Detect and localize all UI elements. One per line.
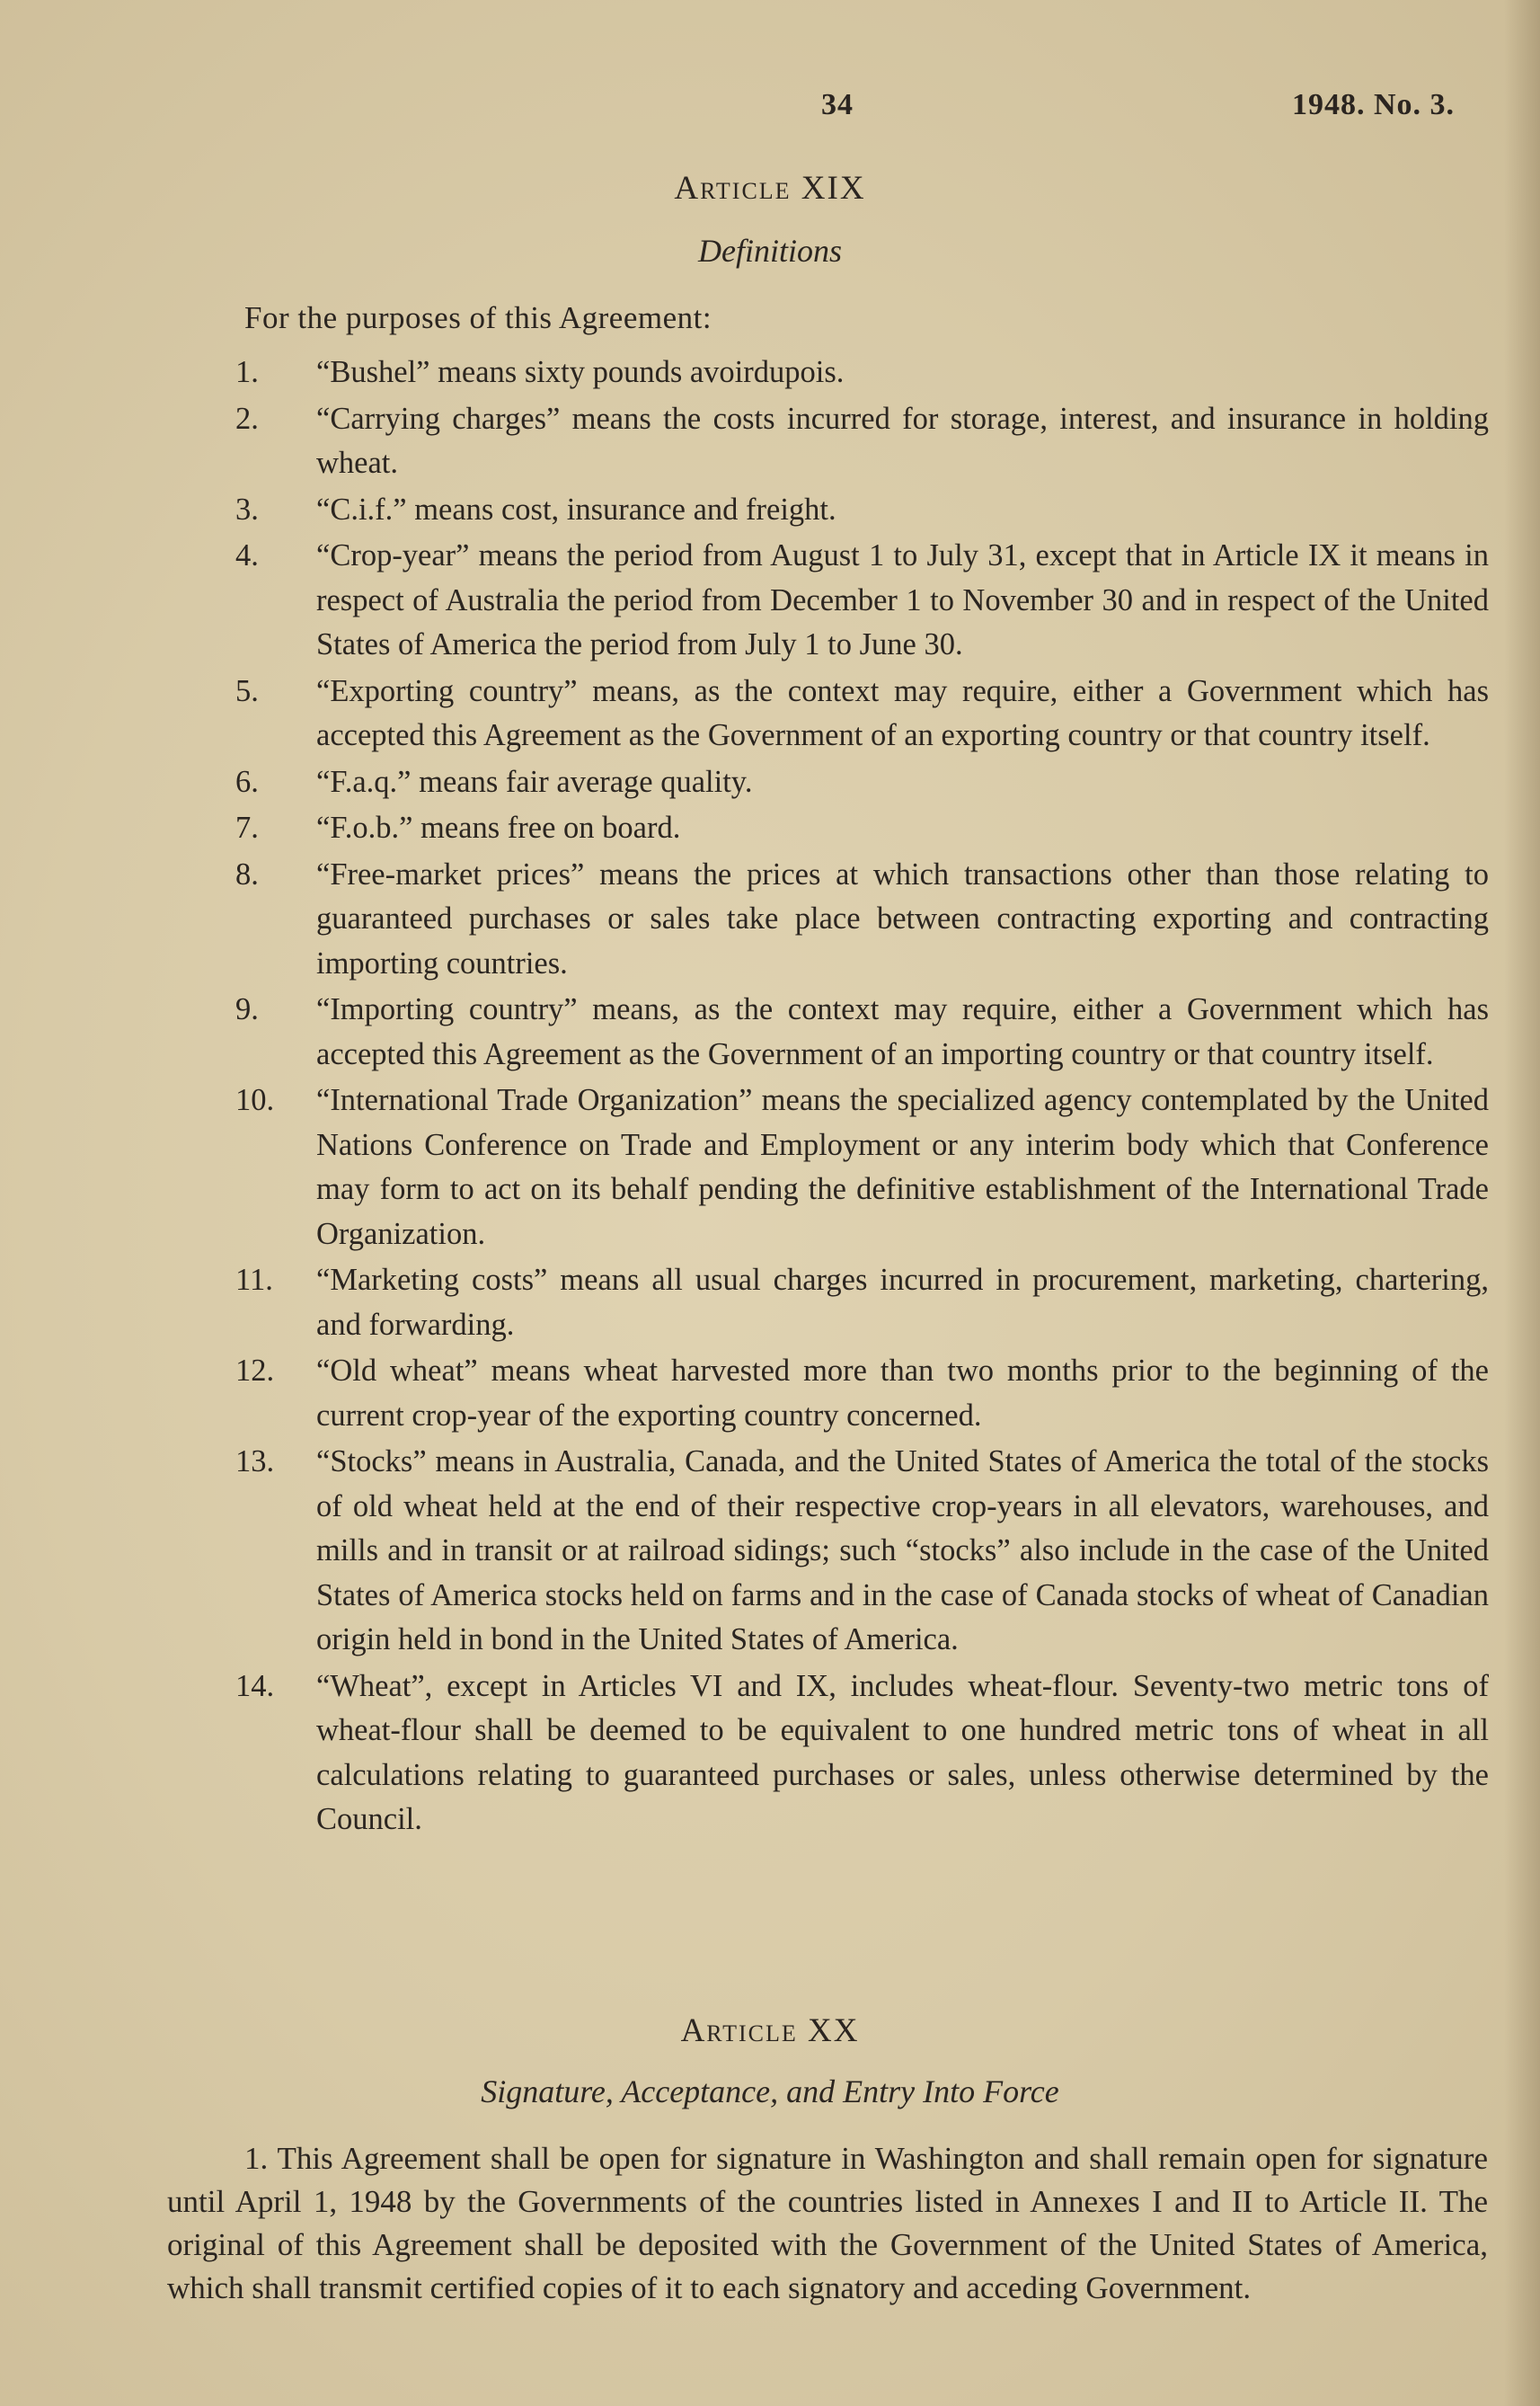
definition-text: “C.i.f.” means cost, insurance and freight. — [316, 492, 836, 527]
definition-number: 4. — [235, 538, 259, 573]
definition-item — [235, 853, 1489, 987]
definitions-list — [235, 351, 1489, 1844]
definition-text: “Stocks” means in Australia, Canada, and the United States of America the total of the stocks of old wheat held at the end of their respective crop-years in all elevators, warehouses, and mills and in transit or at railroad sidings; such “stocks” also include in the case of the United States of America stocks held on farms and in the case of Canada stocks of wheat of Canadian origin held in bond in the United States of America. — [316, 1444, 1489, 1656]
definition-item — [235, 1440, 1489, 1663]
definition-text: “Old wheat” means wheat harvested more than two months prior to the beginning of the current crop-year of the exporting country concerned. — [316, 1354, 1489, 1433]
definition-item — [235, 488, 1489, 533]
definition-number: 6. — [235, 764, 259, 799]
definition-number: 10. — [235, 1083, 275, 1117]
article-xix-subheading: Definitions — [698, 233, 842, 269]
definition-text: “Free-market prices” means the prices at which transactions other than those relating to guaranteed purchases or sales take place between contracting exporting and contracting importing countries. — [316, 857, 1489, 981]
definition-number: 14. — [235, 1668, 275, 1703]
definition-number: 13. — [235, 1444, 275, 1478]
definition-number: 9. — [235, 992, 259, 1026]
definition-number: 3. — [235, 492, 259, 527]
definition-text: “F.o.b.” means free on board. — [316, 811, 681, 845]
page-number: 34 — [821, 88, 854, 121]
definition-number: 8. — [235, 857, 259, 892]
definition-text: “Wheat”, except in Articles VI and IX, includes wheat-flour. Seventy-two metric tons of wheat-flour shall be deemed to be equivalent to one hundred metric tons of wheat in all calculations relating to guaranteed purchases or sales, unless otherwise determined by the Council. — [316, 1668, 1489, 1836]
definition-text: “Bushel” means sixty pounds avoirdupois. — [316, 355, 845, 389]
definition-text: “Carrying charges” means the costs incurred for storage, interest, and insurance in holding wheat. — [316, 401, 1489, 480]
definition-text: “Exporting country” means, as the context may require, either a Government which has accepted this Agreement as the Government of an exporting country or that country itself. — [316, 673, 1489, 752]
definition-text: “Importing country” means, as the context may require, either a Government which has accepted this Agreement as the Government of an importing country or that country itself. — [316, 992, 1489, 1071]
article-xix-heading: Article XIX — [674, 170, 866, 207]
definition-text: “F.a.q.” means fair average quality. — [316, 764, 753, 799]
definition-number: 11. — [235, 1263, 273, 1297]
definition-item — [235, 1665, 1489, 1842]
definition-item — [235, 1079, 1489, 1256]
definition-text: “Marketing costs” means all usual charges incurred in procurement, marketing, chartering, and forwarding. — [316, 1263, 1489, 1342]
definition-item — [235, 806, 1489, 851]
running-head: 1948. No. 3. — [1292, 88, 1456, 121]
article-xx-paragraph-1: 1. This Agreement shall be open for signature in Washington and shall remain open for signature until April 1, 1948 by the Governments of the countries listed in Annexes I and II to Article II. The original of this Agreement shall be deposited with the Government of the United States of America, which shall transmit certified copies of it to each signatory and acceding Government. — [167, 2141, 1488, 2305]
definition-text: “Crop-year” means the period from August 1 to July 31, except that in Article IX it means in respect of Australia the period from December 1 to November 30 and in respect of the United States of America the period from July 1 to June 30. — [316, 538, 1489, 661]
definition-number: 7. — [235, 811, 259, 845]
definition-number: 2. — [235, 401, 259, 436]
definition-item — [235, 1258, 1489, 1347]
article-xx-subheading: Signature, Acceptance, and Entry Into Force — [481, 2073, 1059, 2109]
definition-number: 12. — [235, 1354, 275, 1388]
definition-item — [235, 988, 1489, 1077]
page-header — [0, 88, 1540, 133]
definition-item — [235, 397, 1489, 486]
definition-item — [235, 670, 1489, 759]
definition-item — [235, 534, 1489, 668]
definition-number: 5. — [235, 673, 259, 708]
definition-item — [235, 760, 1489, 805]
definition-number: 1. — [235, 355, 259, 389]
definition-text: “International Trade Organization” means the specialized agency contemplated by the United Nations Conference on Trade and Employment or any interim body which that Conference may form to act on its behalf pending the definitive establishment of the International Trade Organization. — [316, 1083, 1489, 1251]
definition-item — [235, 351, 1489, 395]
article-xx-heading: Article XX — [680, 2012, 860, 2049]
definition-item — [235, 1349, 1489, 1438]
definitions-intro: For the purposes of this Agreement: — [244, 300, 712, 335]
